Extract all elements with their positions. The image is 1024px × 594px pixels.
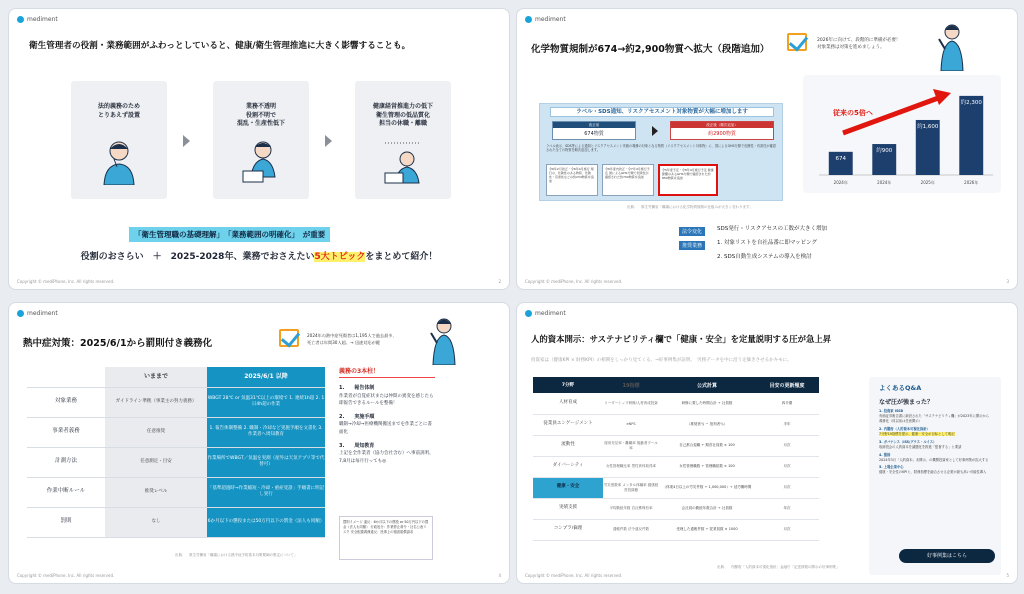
kpi-table: 7分野 19指標 公式計算 目安の更新頻度 人材育成 リーダーシップ研修/人材育成投資 研修に要した時間合計 ÷ 社員数 四半期 従業員エンゲージメント eNPS （推奨者％ − 批判者％） 半年 流動性 採用充足率・離職率 後継者プール率 自己都合退職 ÷ 期首社員数 × 100 月次 ダイバーシティ 女性管理職比率 男性育休取得率 女性管理職数 ÷ 管理職総数 × 100 月次 健康・安全 労災度数率 メンタル休職率 健康経営投資額 （休業4日以上の労災件数 ÷ 1,000,000）÷ 延労働時間 月次 実績支援 平均勤続年数 自社株保有率 会社員の勤続年数合計 ÷ 社員数 年次 コンプラ/倫理 通報件数 法令違反件数 受理した通報件数 ÷ 従業員数 × 1000 月次 xyxy=(533,377,819,541)
worried-person-icon xyxy=(99,137,139,185)
qa-heading: よくあるQ&A xyxy=(879,384,922,392)
problem-text: 法的義務のため とりあえず設置 xyxy=(97,103,140,119)
problem-box-1 xyxy=(71,81,167,199)
bar-value-label: 約900 xyxy=(876,148,893,155)
tag-text: SDS発行・リスクアセスの工数が大きく増加 xyxy=(717,226,828,232)
tag-text: 2. SDS自動生成システムの導入を検討 xyxy=(717,254,812,260)
callout-note: 2024年の熱中症死傷者は1,195人で過去最多、 死亡者は年間30人超。→ 迅速対応が鍵 xyxy=(307,333,397,345)
bar-chart-svg xyxy=(803,75,1001,193)
chart-callout: 従来の5倍へ xyxy=(833,109,873,117)
phase-cell-3: 令5年度予定・令8年4月施行予定 健康影響のあるGHS分類で確認された約850物質を追加 xyxy=(658,164,718,196)
qa-item: 5. 上場企業中心 健康・安全性のKPIと、財務指標を融合させる企業が最も高い可能性導入 xyxy=(879,465,987,475)
copyright: Copyright © mediPhone, Inc. All rights reserved. xyxy=(17,279,115,284)
qa-item: 4. 罰則 2024年3月「人的資本」未開示、の機関投資家として好事例集が拡大する xyxy=(879,452,989,462)
qa-panel xyxy=(869,377,1001,575)
table-row: 計測方法 任意測定・目安 作業場所でWBGT／気温を実測（屋外は天気アプリ等で代替可） xyxy=(27,447,325,477)
table-row: 対象業務 ガイドライン準拠（事業主の努力義務） WBGT 28℃ or 気温31℃以上の環境で 1. 連続1h超 2. 1日4h超の作業 xyxy=(27,387,325,417)
page-number: 2 xyxy=(498,279,501,284)
case-study-button[interactable]: 好事例集はこちら xyxy=(899,549,995,563)
table-row: 事業者義務 任意推奨 1. 報告体制整備 2. 職制・冷却など実施手順を文書化 3. 作業者へ周知教育 xyxy=(27,417,325,447)
brand-dot-icon xyxy=(525,16,532,23)
problem-text: 業務不透明 役割不明で 混乱・生産性低下 xyxy=(236,103,285,128)
table-row: 従業員エンゲージメント eNPS （推奨者％ − 批判者％） 半年 xyxy=(533,414,819,435)
source-note: 出典： 厚生労働省「職場における熱中症予防基本対策要綱の策定について」 xyxy=(175,553,298,557)
arrow-right-icon xyxy=(652,126,658,136)
slide-title: 熱中症対策：2025/6/1から罰則付き義務化 xyxy=(23,338,213,349)
slide-2[interactable] xyxy=(516,8,1018,290)
regulation-panel xyxy=(539,103,783,201)
table-row: 実績支援 平均勤続年数 自社株保有率 会社員の勤続年数合計 ÷ 社員数 年次 xyxy=(533,498,819,519)
problem-box-2 xyxy=(213,81,309,199)
qa-item: 3. ガバナンス（ISS/グラス・ルイス） 取締役会の人的資本を議題化を推進「監督する」と要請 xyxy=(879,439,962,449)
callout-note: 2026年に向けて、段階的に準備が必要！ 対象業務は対策を進めましょう。 xyxy=(817,38,901,51)
copyright: Copyright © mediPhone, Inc. All rights reserved. xyxy=(525,279,623,284)
comparison-table xyxy=(27,367,325,538)
brand-dot-icon xyxy=(525,310,532,317)
slide-title: 化学物質規制が674→約2,900物質へ拡大（段階追加） xyxy=(531,44,770,55)
slide-1[interactable] xyxy=(8,8,510,290)
qa-item: 2. 内閣府（人的資本可視化指針） 7分野19指標を提示、健康・安全が目标として明記 xyxy=(879,426,955,436)
key-highlight: 「衛生管理職の基礎理解」 「業務範囲の明確化」 が重要 xyxy=(129,227,330,242)
pointing-staff-icon xyxy=(429,315,459,365)
table-row: 作業中断ルール 推奨レベル 「基準超過時→作業縮短・冷却・重症受診」手順書に明記し実行 xyxy=(27,477,325,507)
table-row: ダイバーシティ 女性管理職比率 男性育休取得率 女性管理職数 ÷ 管理職総数 × 100 月次 xyxy=(533,456,819,477)
pillars-heading: 義務の3本柱！ xyxy=(339,367,435,378)
brand-logo xyxy=(525,310,566,317)
topic-mark: 5大トピック xyxy=(314,252,366,262)
tag-recommend: 推奨業務 xyxy=(679,241,705,250)
brand-dot-icon xyxy=(17,310,24,317)
brand-logo xyxy=(17,310,58,317)
checkbox-icon xyxy=(279,329,299,347)
penalty-memo: 罰則イメージ 違反：6か月以下の懲役 or 50万円以下の罰金（法人も同額） 行政処分：作業停止命令・社名公表リスク 安全配慮義務違反：民事上の損害賠償請求 xyxy=(339,516,433,560)
copyright: Copyright © mediPhone, Inc. All rights reserved. xyxy=(525,573,623,578)
page-number: 4 xyxy=(498,573,501,578)
qa-item: 1. 投資家 ISSB 有価証券報告書に新設された「サステナビリティ欄」が2023年に開示から義務化（同以前は任意開示） xyxy=(879,409,990,423)
panel-header: ラベル・SDS通知、リスクアセスメント対象物質が大幅に増加します xyxy=(550,107,774,117)
tag-text: 1. 対象リストを自社品番に即マッピング xyxy=(717,240,818,246)
slide-title: 人的資本開示：サステナビリティ欄で「健康・安全」を定量説明する圧が急上昇 xyxy=(531,334,832,344)
arrow-right-icon xyxy=(325,135,332,147)
before-box: 改正前 674物質 xyxy=(552,121,636,140)
slide-title: 衛生管理者の役割・業務範囲がふわっとしていると、健康/衛生管理推進に大きく影響することも。 xyxy=(29,41,411,51)
table-row-highlight: 健康・安全 労災度数率 メンタル休職率 健康経営投資額 （休業4日以上の労災件数 ÷ 1,000,000）÷ 延労働時間 月次 xyxy=(533,477,819,498)
brand-name: mediment xyxy=(535,310,566,317)
category-tick-label: 2024年 xyxy=(877,180,892,185)
problem-text: 健康経営推進力の低下 衛生管理の低品質化 担当の休職・離職 xyxy=(372,103,433,128)
slide-3[interactable] xyxy=(8,302,510,584)
pillars-panel: 義務の3本柱！ 1. 報告体制 作業者が自覚症状または仲間の異変を感じたら即報告できるルールを整備！ 2. 実施手順 職制→冷却→医療機関搬送までを作業ごとに書面化 3. 周知教育 上記を全作業者（協力会社含む）へ事前説明、7,8月は毎月行っても◎ xyxy=(339,368,434,464)
bar-value-label: 約1,600 xyxy=(917,123,939,130)
col-header-after: 2025/6/1 以降 xyxy=(207,367,325,387)
source-note: 出典： 内閣府「人的資本可視化指針」金融庁「記述情報の開示の好事例集」 xyxy=(717,565,840,569)
brand-logo xyxy=(17,16,58,23)
col-header-before: いままで xyxy=(105,367,207,387)
pointing-staff-icon xyxy=(937,21,967,71)
bar-value-label: 約2,300 xyxy=(960,99,982,106)
category-tick-label: 2026年 xyxy=(964,180,979,185)
checkbox-icon xyxy=(787,33,807,51)
phase-cell-1: 令6年2月改正・令6年4月施行 現行の、危険性のある物質、危険性・有害性などの約234物質を追加 xyxy=(546,164,598,196)
brand-logo xyxy=(525,16,566,23)
qa-question: なぜ圧が強まった？ xyxy=(879,399,934,406)
table-row: 流動性 採用充足率・離職率 後継者プール率 自己都合退職 ÷ 期首社員数 × 100 月次 xyxy=(533,435,819,456)
panel-note: ラベル表示、SDS等による通知とリスクアセスメント実施の義務の対象となる物質（リスクアセスメント対象物）に、国によるGHS分類で危険性・有害性が確認された全ての物質を順次追加します。 xyxy=(546,144,776,153)
tag-law: 法令変化 xyxy=(679,227,705,236)
copyright: Copyright © mediPhone, Inc. All rights reserved. xyxy=(17,573,115,578)
table-row: 人材育成 リーダーシップ研修/人材育成投資 研修に要した時間合計 ÷ 社員数 四半期 xyxy=(533,393,819,414)
substance-chart xyxy=(803,75,1001,193)
category-tick-label: 2025年 xyxy=(920,180,935,185)
slide-4[interactable] xyxy=(516,302,1018,584)
arrow-right-icon xyxy=(183,135,190,147)
page-number: 5 xyxy=(1006,573,1009,578)
exhausted-worker-icon xyxy=(383,137,423,185)
slide-subtitle: 投資家は（健康KPI × 財務KPI）の相関をしっかり見てくる。→好事例集が証明。 労務データを中に沿う定価きさせるかキモに。 xyxy=(531,358,792,363)
brand-name: mediment xyxy=(27,310,58,317)
laptop-worker-icon xyxy=(241,137,281,185)
table-row: 罰則 なし 6か月以下の懲役または50万円以下の罰金（法人も同額） xyxy=(27,507,325,537)
problem-box-3 xyxy=(355,81,451,199)
brand-name: mediment xyxy=(27,16,58,23)
bar-value-label: 674 xyxy=(835,155,846,162)
brand-name: mediment xyxy=(535,16,566,23)
table-row: コンプラ/倫理 通報件数 法令違反件数 受理した通報件数 ÷ 従業員数 × 1000 月次 xyxy=(533,519,819,540)
chart-bar xyxy=(959,96,983,175)
after-box: 改正後（順次追加） 約2900物質 xyxy=(670,121,774,140)
brand-dot-icon xyxy=(17,16,24,23)
phase-cell-2: 令6年度内改正・令7年4月施行予定 国によるGHS分類で危険性が確認された約700物質を追加 xyxy=(602,164,654,196)
summary-line: 役割のおさらい ＋ 2025-2028年、業務でおさえたい5大トピックをまとめて紹介！ xyxy=(80,252,438,262)
source-note: 出典： 厚生労働省「職場における化学物質規制の仕組みが大きく変わります」 xyxy=(627,205,753,209)
category-tick-label: 2024年 xyxy=(833,180,848,185)
page-number: 3 xyxy=(1006,279,1009,284)
